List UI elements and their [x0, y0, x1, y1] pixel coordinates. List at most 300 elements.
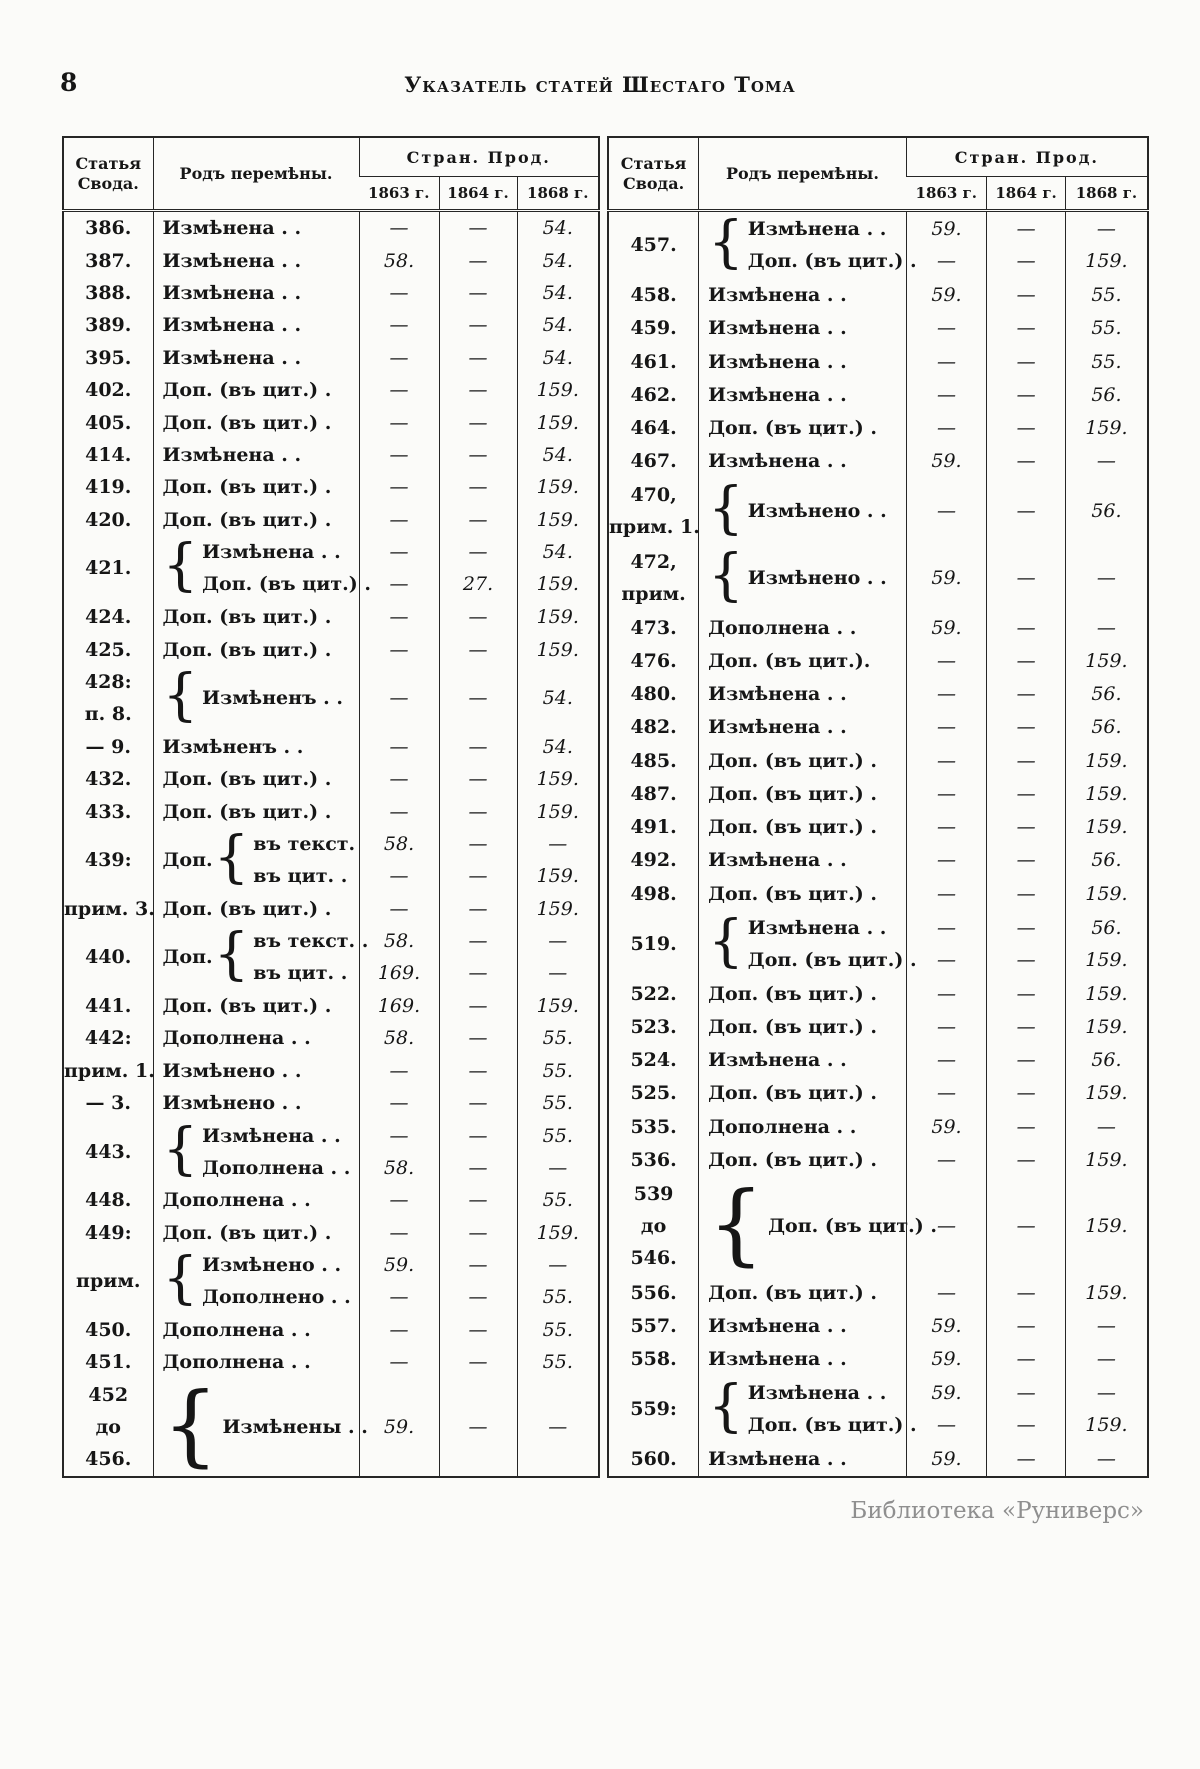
page-ref-cell [359, 244, 439, 276]
table-row [608, 1010, 1148, 1043]
page-ref: — [1016, 1315, 1036, 1338]
page-ref: 159. [1085, 982, 1128, 1005]
page-ref: — [936, 816, 956, 839]
article-number-cell [608, 279, 699, 312]
table-row [608, 279, 1148, 312]
article-number: 450. [85, 1319, 132, 1342]
change-type: Доп. (въ цит.) . [747, 250, 917, 273]
page-ref: 159. [1085, 882, 1128, 905]
change-type: Доп. (въ цит.) . [162, 476, 332, 499]
change-cell [699, 1110, 907, 1143]
change-type: Доп. (въ цит.) . [747, 1414, 917, 1437]
column-header-article-line2: Свода. [623, 173, 685, 193]
page-ref-cell [359, 1087, 439, 1119]
page-ref: — [936, 849, 956, 872]
page-ref-cell [987, 345, 1066, 378]
change-type: Измѣнено . . [747, 566, 887, 589]
article-number: 432. [85, 768, 132, 791]
change-cell [699, 811, 907, 844]
page-ref: — [468, 962, 488, 985]
page-ref: — [936, 1049, 956, 1071]
page-ref-cell [906, 977, 987, 1010]
page-ref: — [1016, 500, 1036, 523]
table-row [608, 678, 1148, 711]
table-row [63, 828, 599, 893]
article-number-cell [608, 1276, 699, 1309]
page-ref-cell [1065, 1442, 1148, 1477]
article-number: 473. [630, 616, 677, 639]
change-type: Измѣнена . . [162, 282, 302, 305]
page-ref: — [389, 476, 409, 499]
page-ref: 159. [1085, 1082, 1128, 1105]
page-ref-cell [906, 877, 987, 910]
page-ref-cell [906, 811, 987, 844]
change-cell [699, 1276, 907, 1309]
page-ref: — [1016, 816, 1036, 839]
change-type: Измѣнена . . [162, 217, 302, 240]
table-row [63, 1379, 599, 1477]
page-ref-cell [987, 412, 1066, 445]
page-ref: — [936, 1215, 956, 1238]
change-type: Измѣнены . . [222, 1416, 368, 1439]
page-ref-cell [359, 1022, 439, 1054]
article-number-cell [608, 777, 699, 810]
page-ref: — [389, 606, 409, 629]
change-cell [153, 504, 359, 536]
change-type: Измѣнена . . [708, 317, 847, 340]
page-ref-cell [359, 795, 439, 827]
article-number: п. 8. [84, 703, 132, 726]
change-cell [153, 763, 359, 795]
page-ref-cell [517, 828, 599, 893]
page-ref: — [1016, 749, 1036, 772]
change-cell [153, 601, 359, 633]
page-ref: — [1016, 948, 1036, 971]
brace-glyph: { [708, 1374, 744, 1440]
article-number: 439: [84, 849, 132, 872]
page-ref: — [389, 1319, 409, 1342]
page-ref: — [1016, 250, 1036, 273]
page-ref-cell [987, 1276, 1066, 1309]
page-ref-cell [439, 893, 517, 925]
change-type: Доп. (въ цит.) . [708, 749, 877, 772]
page-ref-cell [906, 1077, 987, 1110]
page-ref: 159. [536, 1221, 579, 1244]
page-ref: — [389, 1221, 409, 1244]
article-number: — 9. [85, 735, 131, 758]
page-ref: — [468, 1416, 488, 1439]
change-type: Доп. (въ цит.) . [162, 379, 332, 402]
page-ref-cell [439, 309, 517, 341]
page-ref: — [468, 606, 488, 629]
page-ref-cell [439, 244, 517, 276]
change-cell [699, 1442, 907, 1477]
page-ref: — [468, 1189, 488, 1212]
change-cell [699, 1343, 907, 1376]
change-type: Доп. (въ цит.) . [162, 994, 332, 1017]
page-ref-cell [906, 445, 987, 478]
change-cell [699, 1010, 907, 1043]
table-row [63, 244, 599, 276]
page-ref: 56. [1091, 916, 1122, 939]
page-ref: 54. [542, 687, 573, 710]
page-ref-cell [906, 1043, 987, 1076]
article-number-cell [608, 1010, 699, 1043]
brace-glyph: { [162, 1373, 219, 1477]
page-ref: — [468, 1092, 488, 1115]
page-ref-cell [987, 1309, 1066, 1342]
page-ref-cell [1065, 744, 1148, 777]
table-row [63, 406, 599, 438]
change-cell [153, 374, 359, 406]
page-ref: — [936, 250, 956, 273]
change-type: Доп. (въ цит.) . [708, 816, 877, 839]
table-row [63, 277, 599, 309]
change-type: Измѣнено . . [162, 1059, 302, 1082]
change-cell [699, 378, 907, 411]
change-cell [699, 777, 907, 810]
table-row [63, 893, 599, 925]
page-ref-cell [439, 439, 517, 471]
article-number: 558. [630, 1348, 677, 1371]
page-ref-cell [359, 763, 439, 795]
page-ref: — [389, 800, 409, 823]
page-ref-cell [517, 504, 599, 536]
article-number: 405. [85, 411, 132, 434]
page-ref-cell [1065, 711, 1148, 744]
brace-glyph: { [708, 542, 744, 608]
table-row [608, 644, 1148, 677]
page-ref: — [1096, 616, 1116, 639]
page-ref: 56. [1091, 849, 1122, 872]
page-ref-cell [439, 1022, 517, 1054]
page-ref: 59. [931, 566, 962, 589]
change-cell [153, 663, 359, 731]
page-ref: — [936, 417, 956, 440]
article-number: 424. [85, 606, 132, 629]
page-ref: — [389, 282, 409, 305]
page-ref-cell [987, 1376, 1066, 1443]
article-number: 420. [85, 508, 132, 531]
change-type: въ цит. . [253, 962, 348, 985]
column-header-article [608, 137, 699, 211]
change-type: Доп. (въ цит.) . [162, 1221, 332, 1244]
change-type: Дополнена . . [162, 1351, 311, 1374]
page-ref: — [1096, 450, 1116, 473]
page-ref-cell [439, 1249, 517, 1314]
page-ref: — [389, 638, 409, 661]
article-number: 539 [633, 1183, 674, 1206]
page-ref-cell [1065, 1343, 1148, 1376]
page-ref-cell [439, 342, 517, 374]
page-ref: — [1016, 1082, 1036, 1105]
change-type: Измѣнена . . [708, 284, 847, 307]
page-ref: 58. [383, 1156, 415, 1179]
page-ref-cell [987, 877, 1066, 910]
page-ref-cell [439, 925, 517, 990]
article-number-cell [63, 1314, 153, 1346]
change-cell [699, 279, 907, 312]
page-ref-cell [359, 990, 439, 1022]
article-number-cell [63, 1249, 153, 1314]
table-row [63, 1055, 599, 1087]
table-row [608, 1276, 1148, 1309]
table-row [63, 666, 599, 731]
change-type: Дополнена . . [162, 1027, 311, 1050]
page-ref: — [389, 346, 409, 369]
change-type: Доп. (въ цит.) . [768, 1215, 937, 1238]
page-ref-cell [517, 925, 599, 990]
page-ref: — [1016, 1414, 1036, 1437]
page-ref: 55. [542, 1059, 573, 1082]
column-header-article [63, 137, 153, 211]
page-ref: — [468, 897, 488, 920]
change-type: Измѣнена . . [708, 350, 847, 373]
change-cell [699, 345, 907, 378]
page-ref-cell [906, 478, 987, 545]
page-ref: — [548, 1416, 568, 1439]
page-ref-cell [439, 633, 517, 665]
article-number-cell [608, 844, 699, 877]
article-number: 487. [630, 782, 677, 805]
article-number: 386. [85, 217, 132, 240]
page-ref-cell [517, 342, 599, 374]
page-ref: — [1016, 916, 1036, 939]
change-cell [699, 1374, 917, 1443]
page-ref-cell [906, 545, 987, 612]
article-number: 492. [630, 849, 677, 872]
page-ref-cell [517, 1119, 599, 1184]
table-row [63, 1217, 599, 1249]
page-ref: — [936, 916, 956, 939]
page-ref: — [468, 1156, 488, 1179]
page-ref-cell [1065, 844, 1148, 877]
page-ref: 56. [1091, 716, 1122, 739]
page-ref: 55. [542, 1027, 573, 1050]
change-type: Измѣнена . . [202, 541, 341, 564]
page-ref: — [1096, 1448, 1116, 1471]
brace-glyph: { [708, 1172, 765, 1276]
page-ref-cell [906, 279, 987, 312]
page-ref: — [389, 687, 409, 710]
page-ref-cell [517, 1379, 599, 1477]
page-ref: — [468, 800, 488, 823]
page-ref: — [389, 865, 409, 888]
article-number-cell [608, 877, 699, 910]
page-ref-cell [906, 345, 987, 378]
change-type: Доп. (въ цит.) . [162, 638, 332, 661]
page-ref: — [1016, 683, 1036, 706]
page-ref-cell [359, 893, 439, 925]
article-number-cell [608, 1376, 699, 1443]
change-type: Доп. (въ цит.) . [708, 982, 877, 1005]
page-ref-cell [517, 244, 599, 276]
page-ref: — [1096, 218, 1116, 241]
change-cell [153, 1217, 359, 1249]
page-ref-cell [439, 990, 517, 1022]
page-ref: 56. [1091, 383, 1122, 406]
page-ref: 54. [542, 217, 573, 240]
article-number: 525. [630, 1082, 677, 1105]
page-ref: — [389, 411, 409, 434]
change-cell [153, 633, 359, 665]
index-tables [62, 136, 1149, 1478]
page-ref: — [468, 865, 488, 888]
page-ref-cell [517, 633, 599, 665]
page-ref-cell [906, 777, 987, 810]
change-type: Дополнена . . [162, 1189, 311, 1212]
article-number-cell [63, 1087, 153, 1119]
page-ref-cell [359, 1184, 439, 1216]
page-ref: 55. [1091, 317, 1122, 340]
page-ref-cell [1065, 1077, 1148, 1110]
page-ref-cell [517, 731, 599, 763]
article-number-cell [63, 601, 153, 633]
page-ref: — [1016, 450, 1036, 473]
page-ref-cell [906, 611, 987, 644]
page-ref: — [468, 930, 488, 953]
page-ref-cell [987, 312, 1066, 345]
page-ref-cell [359, 342, 439, 374]
page-ref: — [389, 573, 409, 596]
table-row [608, 345, 1148, 378]
page-ref: 59. [931, 1448, 962, 1471]
change-cell [699, 1043, 907, 1076]
page-ref-cell [987, 545, 1066, 612]
page-ref: — [389, 314, 409, 337]
page-ref: 55. [542, 1092, 573, 1115]
table-row [608, 977, 1148, 1010]
page-ref-cell [517, 1055, 599, 1087]
page-ref-cell [517, 1217, 599, 1249]
article-number-cell [63, 536, 153, 601]
page-ref-cell [359, 211, 439, 245]
page-ref: — [1016, 882, 1036, 905]
article-number: 443. [85, 1140, 132, 1163]
page-ref-cell [987, 279, 1066, 312]
change-type: Доп. (въ цит.) . [162, 768, 332, 791]
page-ref: — [1016, 982, 1036, 1005]
page-ref: — [548, 930, 568, 953]
page-ref: — [468, 687, 488, 710]
change-cell [153, 1246, 359, 1314]
article-number-cell [63, 1217, 153, 1249]
page-number: 8 [60, 68, 78, 97]
column-header-pages: Стран. Прод. [906, 137, 1148, 177]
page-ref-cell [906, 711, 987, 744]
article-number-cell [63, 731, 153, 763]
change-type: Измѣнено . . [202, 1254, 342, 1277]
change-type: Доп. (въ цит.) . [202, 573, 371, 596]
page-ref-cell [1065, 611, 1148, 644]
page-ref: 54. [542, 346, 573, 369]
article-number: 388. [85, 282, 132, 305]
article-number: 485. [630, 749, 677, 772]
page-ref: — [936, 317, 956, 340]
page-ref: 159. [536, 379, 579, 402]
page-ref-cell [517, 990, 599, 1022]
page-ref: 58. [383, 930, 415, 953]
page-ref: — [389, 897, 409, 920]
page-ref: — [468, 1319, 488, 1342]
article-number-cell [608, 412, 699, 445]
table-row [63, 309, 599, 341]
article-number: до [640, 1215, 667, 1238]
article-number: 457. [630, 234, 677, 257]
page-ref-cell [359, 1119, 439, 1184]
page-ref: 54. [542, 314, 573, 337]
article-number-cell [608, 711, 699, 744]
page-ref: — [936, 383, 956, 406]
page-ref-cell [987, 478, 1066, 545]
inner-brace-glyph: { [213, 922, 250, 988]
page-ref: — [468, 476, 488, 499]
page-ref: 59. [383, 1416, 415, 1439]
page-ref-cell [439, 504, 517, 536]
article-number: 419. [85, 476, 132, 499]
page-ref: — [936, 1015, 956, 1038]
page-ref: — [1096, 1382, 1116, 1405]
page-ref: — [1016, 1448, 1036, 1471]
page-ref: — [1016, 1382, 1036, 1405]
page-ref: 59. [931, 218, 962, 241]
page-ref: — [1016, 1015, 1036, 1038]
table-row [608, 1143, 1148, 1176]
change-cell [153, 893, 359, 925]
page-ref-cell [987, 1343, 1066, 1376]
page-ref-cell [987, 1077, 1066, 1110]
page-ref-cell [439, 731, 517, 763]
page-ref-cell [517, 1022, 599, 1054]
page-ref: — [468, 508, 488, 531]
page-ref: 55. [542, 1351, 573, 1374]
article-number-cell [608, 1110, 699, 1143]
page-ref-cell [1065, 644, 1148, 677]
column-header-change: Родъ перемѣны. [153, 137, 359, 211]
page-ref-cell [987, 1143, 1066, 1176]
page-ref: — [1016, 649, 1036, 672]
page-ref-cell [359, 471, 439, 503]
page-ref: — [389, 1351, 409, 1374]
change-type: Измѣнена . . [708, 450, 847, 473]
article-number: 459. [630, 317, 677, 340]
page-ref: 56. [1091, 1049, 1122, 1071]
page-ref-cell [1065, 1309, 1148, 1342]
page-ref: — [468, 249, 488, 272]
page-ref: 159. [536, 411, 579, 434]
article-number-cell [608, 1043, 699, 1076]
page-ref: — [1016, 1281, 1036, 1304]
article-number-cell [63, 439, 153, 471]
change-cell [699, 542, 907, 612]
article-number-cell [63, 633, 153, 665]
article-number-cell [608, 445, 699, 478]
page-ref-cell [517, 795, 599, 827]
table-row [608, 312, 1148, 345]
change-type: Измѣненъ . . [162, 735, 304, 758]
page-ref: — [936, 982, 956, 1005]
page-ref: — [936, 649, 956, 672]
page-ref: — [389, 444, 409, 467]
page-ref-cell [517, 309, 599, 341]
table-row [63, 536, 599, 601]
change-type: въ текст. [253, 833, 356, 856]
page-ref-cell [987, 1442, 1066, 1477]
page-ref-cell [359, 439, 439, 471]
page-ref: 59. [931, 284, 962, 307]
article-number-cell [63, 990, 153, 1022]
page-ref-cell [987, 744, 1066, 777]
